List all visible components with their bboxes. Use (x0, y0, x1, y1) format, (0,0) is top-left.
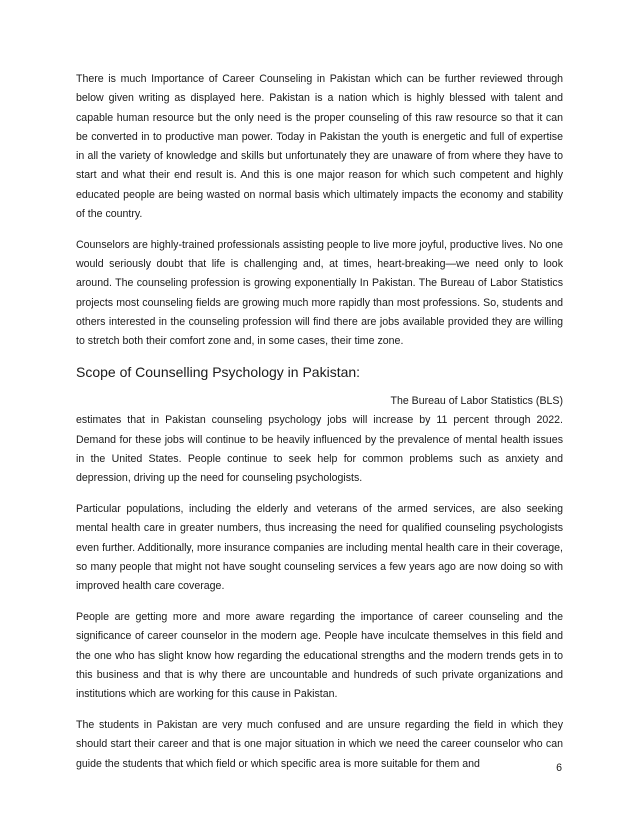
document-body (76, 70, 563, 786)
section-heading: Scope of Counselling Psychology in Pakistan: (76, 364, 361, 381)
paragraph-section-3: The students in Pakistan are very much confused and are unsure regarding the field in which they should start their career and that is one major situation in which we need the career counselor who can guide the students that which field or which specific area is more suitable for them and (76, 719, 563, 770)
paragraph-section-lead (76, 392, 563, 488)
paragraph-section-2: People are getting more and more aware regarding the importance of career counseling and the significance of career counselor in the modern age. People have inculcate themselves in this field and the one who has slight know how regarding the educational strengths and the modern trends gets in to this business and that is why there are uncountable and hundreds of such private organizations and institutions which are working for this cause in Pakistan. (76, 611, 563, 701)
paragraph-intro-1: There is much Importance of Career Counseling in Pakistan which can be further reviewed through below given writing as displayed here. Pakistan is a nation which is highly blessed with talent and capable human resource but the only need is the proper counseling of this raw resource so that it can be converted in to productive man power. Today in Pakistan the youth is energetic and full of expertise in all the variety of knowledge and skills but unfortunately they are unaware of from where they have to start and what their end result is. And this is one major reason for which such competent and highly educated people are being wasted on normal basis which ultimately impacts the economy and stability of the country. (76, 73, 563, 221)
page-number: 6 (556, 762, 562, 774)
lead-rest: estimates that in Pakistan counseling psychology jobs will increase by 11 percent through 2022. Demand for these jobs will continue to be heavily influenced by the prevalence of mental health issues in the United States. People continue to seek help for common problems such as anxiety and depression, driving up the need for counseling psychologists. (76, 414, 563, 485)
lead-first-line: The Bureau of Labor Statistics (BLS) (390, 395, 563, 408)
paragraph-intro-2: Counselors are highly-trained professionals assisting people to live more joyful, productive lives. No one would seriously doubt that life is challenging and, at times, heart-breaking—we need only to look around. The counseling profession is growing exponentially In Pakistan. The Bureau of Labor Statistics projects most counseling fields are growing much more rapidly than most professions. So, students and others interested in the counseling profession will find there are jobs available provided they are willing to stretch both their comfort zone and, in some cases, their time zone. (76, 238, 563, 348)
paragraph-section-1: Particular populations, including the elderly and veterans of the armed services, are also seeking mental health care in greater numbers, thus increasing the need for qualified counseling psychologists even further. Additionally, more insurance companies are including mental health care in their coverage, so many people that might not have sought counseling services a few years ago are now doing so with improved health care coverage. (76, 503, 563, 593)
